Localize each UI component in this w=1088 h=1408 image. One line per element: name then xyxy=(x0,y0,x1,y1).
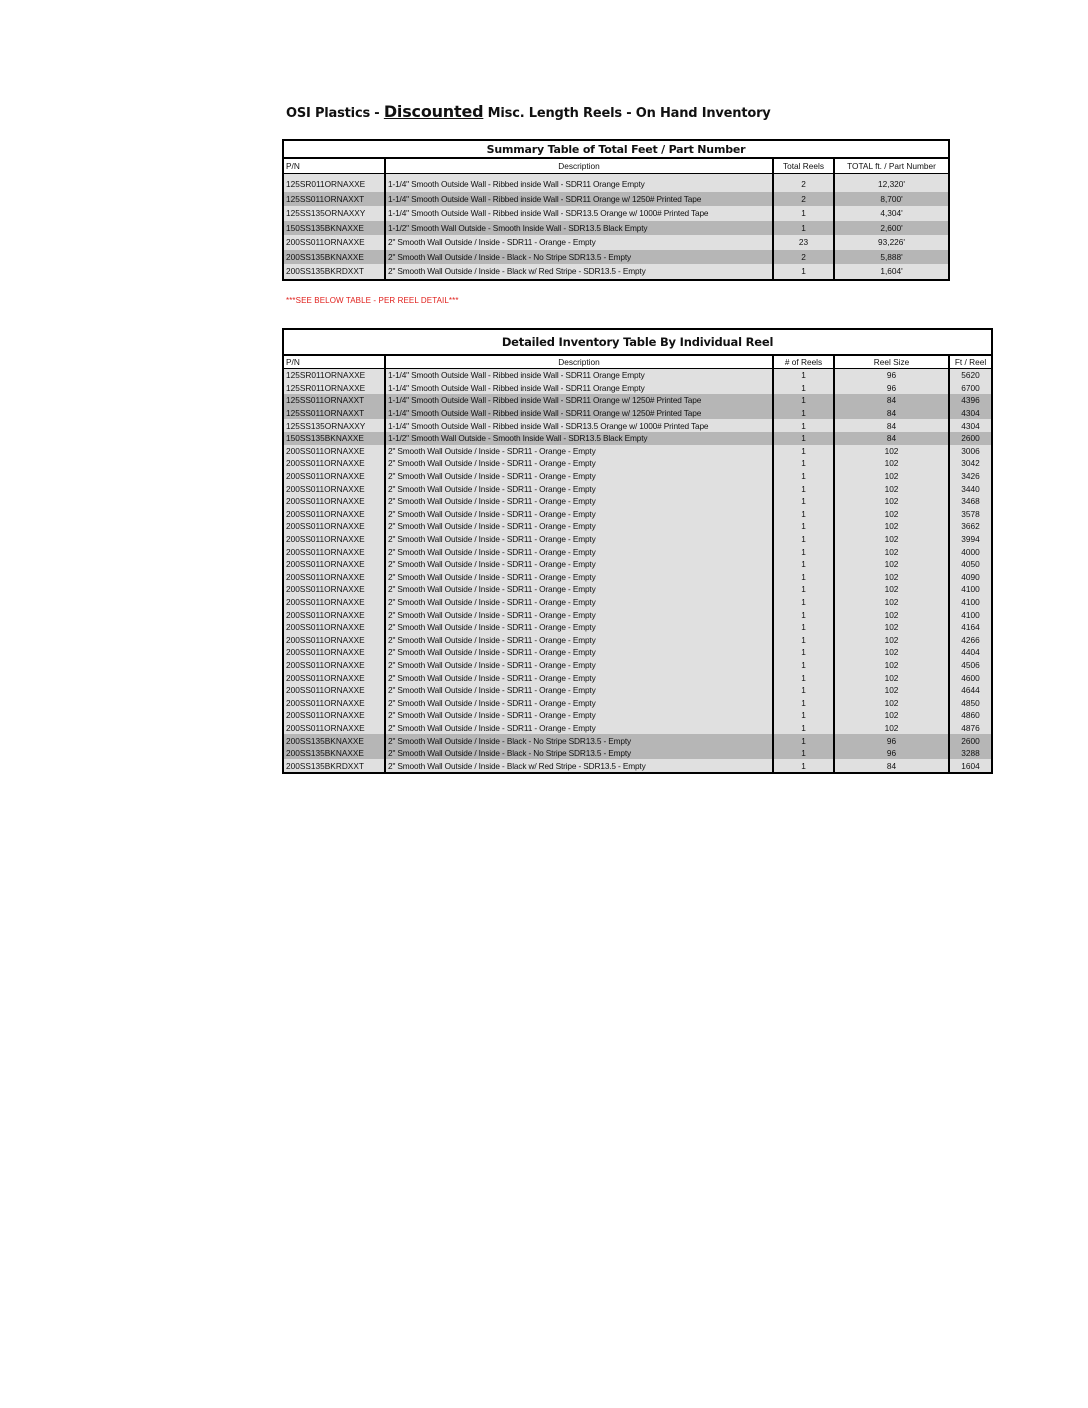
cell-reel-size: 102 xyxy=(834,633,949,646)
table-row xyxy=(283,508,992,521)
table-row xyxy=(283,734,992,747)
cell-reel-size: 84 xyxy=(834,419,949,432)
cell-ft-per-reel: 4266 xyxy=(949,633,992,646)
cell-reels: 1 xyxy=(773,709,834,722)
cell-pn: 200SS011ORNAXXE xyxy=(283,520,385,533)
cell-pn: 200SS011ORNAXXE xyxy=(283,235,385,250)
cell-pn: 200SS011ORNAXXE xyxy=(283,508,385,521)
cell-pn: 150SS135BKNAXXE xyxy=(283,221,385,236)
cell-description: 2" Smooth Wall Outside / Inside - SDR11 - Orange - Empty xyxy=(385,659,773,672)
table-row xyxy=(283,633,992,646)
cell-pn: 125SS011ORNAXXT xyxy=(283,394,385,407)
cell-ft-per-reel: 5620 xyxy=(949,369,992,382)
cell-pn: 200SS011ORNAXXE xyxy=(283,722,385,735)
table-row xyxy=(283,646,992,659)
cell-pn: 150SS135BKNAXXE xyxy=(283,432,385,445)
cell-description: 1-1/2" Smooth Wall Outside - Smooth Inside Wall - SDR13.5 Black Empty xyxy=(385,432,773,445)
table-row xyxy=(283,394,992,407)
cell-ft-per-reel: 4644 xyxy=(949,684,992,697)
cell-description: 2" Smooth Wall Outside / Inside - SDR11 - Orange - Empty xyxy=(385,520,773,533)
table-row xyxy=(283,250,949,265)
cell-total-feet: 5,888' xyxy=(834,250,949,265)
table-row xyxy=(283,192,949,207)
cell-reel-size: 102 xyxy=(834,608,949,621)
cell-total-feet: 4,304' xyxy=(834,206,949,221)
table-row xyxy=(283,482,992,495)
cell-reels: 1 xyxy=(773,621,834,634)
detail-header-reel-size: Reel Size xyxy=(834,355,949,369)
cell-reels: 1 xyxy=(773,722,834,735)
table-row xyxy=(283,520,992,533)
detail-table xyxy=(282,328,993,774)
cell-pn: 200SS011ORNAXXE xyxy=(283,671,385,684)
cell-pn: 200SS011ORNAXXE xyxy=(283,709,385,722)
cell-reel-size: 102 xyxy=(834,508,949,521)
cell-reel-size: 102 xyxy=(834,482,949,495)
cell-reels: 1 xyxy=(773,470,834,483)
cell-pn: 200SS011ORNAXXE xyxy=(283,608,385,621)
cell-reels: 1 xyxy=(773,482,834,495)
cell-description: 2" Smooth Wall Outside / Inside - SDR11 - Orange - Empty xyxy=(385,445,773,458)
cell-pn: 200SS135BKNAXXE xyxy=(283,250,385,265)
title-prefix: OSI Plastics - xyxy=(286,106,384,121)
cell-total-feet: 8,700' xyxy=(834,192,949,207)
cell-pn: 200SS011ORNAXXE xyxy=(283,457,385,470)
cell-pn: 125SS135ORNAXXY xyxy=(283,206,385,221)
cell-description: 2" Smooth Wall Outside / Inside - SDR11 - Orange - Empty xyxy=(385,235,773,250)
cell-description: 1-1/4" Smooth Outside Wall - Ribbed inside Wall - SDR13.5 Orange w/ 1000# Printed Tape xyxy=(385,419,773,432)
cell-total-feet: 2,600' xyxy=(834,221,949,236)
cell-ft-per-reel: 3468 xyxy=(949,495,992,508)
cell-pn: 200SS011ORNAXXE xyxy=(283,533,385,546)
cell-description: 2" Smooth Wall Outside / Inside - SDR11 - Orange - Empty xyxy=(385,571,773,584)
cell-ft-per-reel: 3042 xyxy=(949,457,992,470)
cell-description: 2" Smooth Wall Outside / Inside - SDR11 - Orange - Empty xyxy=(385,495,773,508)
detail-header-ft-per-reel: Ft / Reel xyxy=(949,355,992,369)
summary-header-description: Description xyxy=(385,158,773,174)
cell-ft-per-reel: 3662 xyxy=(949,520,992,533)
summary-table xyxy=(282,139,950,281)
cell-total-reels: 1 xyxy=(773,264,834,280)
table-row xyxy=(283,696,992,709)
cell-ft-per-reel: 4600 xyxy=(949,671,992,684)
cell-ft-per-reel: 3426 xyxy=(949,470,992,483)
cell-reels: 1 xyxy=(773,558,834,571)
cell-total-reels: 2 xyxy=(773,250,834,265)
table-row xyxy=(283,407,992,420)
cell-reel-size: 96 xyxy=(834,382,949,395)
cell-ft-per-reel: 4050 xyxy=(949,558,992,571)
cell-description: 2" Smooth Wall Outside / Inside - SDR11 - Orange - Empty xyxy=(385,470,773,483)
table-row xyxy=(283,174,949,192)
summary-header-total-feet: TOTAL ft. / Part Number xyxy=(834,158,949,174)
cell-ft-per-reel: 3440 xyxy=(949,482,992,495)
cell-reel-size: 102 xyxy=(834,470,949,483)
cell-description: 2" Smooth Wall Outside / Inside - SDR11 - Orange - Empty xyxy=(385,583,773,596)
cell-total-reels: 2 xyxy=(773,192,834,207)
cell-reel-size: 96 xyxy=(834,734,949,747)
cell-reels: 1 xyxy=(773,457,834,470)
cell-ft-per-reel: 4100 xyxy=(949,583,992,596)
cell-reel-size: 102 xyxy=(834,533,949,546)
cell-description: 2" Smooth Wall Outside / Inside - SDR11 - Orange - Empty xyxy=(385,533,773,546)
cell-reel-size: 102 xyxy=(834,621,949,634)
cell-reels: 1 xyxy=(773,545,834,558)
cell-reels: 1 xyxy=(773,608,834,621)
cell-ft-per-reel: 3994 xyxy=(949,533,992,546)
cell-reels: 1 xyxy=(773,520,834,533)
cell-description: 1-1/4" Smooth Outside Wall - Ribbed inside Wall - SDR11 Orange Empty xyxy=(385,174,773,192)
table-row xyxy=(283,545,992,558)
cell-reel-size: 84 xyxy=(834,432,949,445)
cell-reel-size: 84 xyxy=(834,759,949,773)
cell-description: 1-1/4" Smooth Outside Wall - Ribbed inside Wall - SDR11 Orange w/ 1250# Printed Tape xyxy=(385,192,773,207)
cell-pn: 200SS011ORNAXXE xyxy=(283,684,385,697)
cell-reels: 1 xyxy=(773,369,834,382)
cell-pn: 200SS011ORNAXXE xyxy=(283,633,385,646)
table-row xyxy=(283,596,992,609)
table-row xyxy=(283,722,992,735)
summary-table-title: Summary Table of Total Feet / Part Number xyxy=(283,140,949,158)
cell-ft-per-reel: 2600 xyxy=(949,432,992,445)
cell-reels: 1 xyxy=(773,596,834,609)
cell-reel-size: 102 xyxy=(834,659,949,672)
cell-ft-per-reel: 3578 xyxy=(949,508,992,521)
cell-reels: 1 xyxy=(773,684,834,697)
cell-reels: 1 xyxy=(773,659,834,672)
table-row xyxy=(283,621,992,634)
cell-ft-per-reel: 4304 xyxy=(949,407,992,420)
detail-note: ***SEE BELOW TABLE - PER REEL DETAIL*** xyxy=(286,296,459,305)
cell-reel-size: 96 xyxy=(834,369,949,382)
cell-pn: 200SS011ORNAXXE xyxy=(283,470,385,483)
table-row xyxy=(283,264,949,280)
cell-description: 2" Smooth Wall Outside / Inside - SDR11 - Orange - Empty xyxy=(385,671,773,684)
cell-ft-per-reel: 3288 xyxy=(949,747,992,760)
cell-reels: 1 xyxy=(773,495,834,508)
cell-description: 2" Smooth Wall Outside / Inside - SDR11 - Orange - Empty xyxy=(385,558,773,571)
cell-description: 1-1/4" Smooth Outside Wall - Ribbed inside Wall - SDR11 Orange Empty xyxy=(385,369,773,382)
cell-ft-per-reel: 4850 xyxy=(949,696,992,709)
cell-reel-size: 96 xyxy=(834,747,949,760)
table-row xyxy=(283,608,992,621)
title-emphasis: Discounted xyxy=(383,102,484,121)
cell-pn: 200SS135BKNAXXE xyxy=(283,734,385,747)
cell-pn: 200SS135BKRDXXT xyxy=(283,264,385,280)
cell-description: 2" Smooth Wall Outside / Inside - Black w/ Red Stripe - SDR13.5 - Empty xyxy=(385,759,773,773)
cell-pn: 200SS011ORNAXXE xyxy=(283,482,385,495)
cell-reels: 1 xyxy=(773,445,834,458)
cell-reel-size: 102 xyxy=(834,596,949,609)
cell-reels: 1 xyxy=(773,747,834,760)
cell-description: 2" Smooth Wall Outside / Inside - SDR11 - Orange - Empty xyxy=(385,457,773,470)
cell-reel-size: 102 xyxy=(834,684,949,697)
cell-ft-per-reel: 4000 xyxy=(949,545,992,558)
cell-reel-size: 102 xyxy=(834,671,949,684)
cell-ft-per-reel: 4876 xyxy=(949,722,992,735)
title-suffix: Misc. Length Reels - On Hand Inventory xyxy=(483,106,771,121)
cell-reels: 1 xyxy=(773,432,834,445)
cell-reels: 1 xyxy=(773,583,834,596)
cell-reels: 1 xyxy=(773,508,834,521)
table-row xyxy=(283,369,992,382)
cell-description: 2" Smooth Wall Outside / Inside - SDR11 - Orange - Empty xyxy=(385,646,773,659)
cell-description: 2" Smooth Wall Outside / Inside - Black w/ Red Stripe - SDR13.5 - Empty xyxy=(385,264,773,280)
cell-ft-per-reel: 6700 xyxy=(949,382,992,395)
cell-total-reels: 1 xyxy=(773,206,834,221)
cell-total-feet: 93,226' xyxy=(834,235,949,250)
cell-pn: 125SS011ORNAXXT xyxy=(283,192,385,207)
summary-header-pn: P/N xyxy=(283,158,385,174)
cell-pn: 200SS011ORNAXXE xyxy=(283,696,385,709)
cell-description: 2" Smooth Wall Outside / Inside - Black - No Stripe SDR13.5 - Empty xyxy=(385,747,773,760)
cell-ft-per-reel: 4506 xyxy=(949,659,992,672)
table-row xyxy=(283,684,992,697)
cell-pn: 200SS011ORNAXXE xyxy=(283,495,385,508)
cell-pn: 200SS011ORNAXXE xyxy=(283,445,385,458)
table-row xyxy=(283,659,992,672)
table-row xyxy=(283,382,992,395)
cell-total-reels: 23 xyxy=(773,235,834,250)
cell-ft-per-reel: 4304 xyxy=(949,419,992,432)
cell-reels: 1 xyxy=(773,759,834,773)
cell-pn: 200SS011ORNAXXE xyxy=(283,646,385,659)
cell-pn: 200SS011ORNAXXE xyxy=(283,545,385,558)
table-row xyxy=(283,419,992,432)
cell-reels: 1 xyxy=(773,734,834,747)
cell-pn: 200SS135BKNAXXE xyxy=(283,747,385,760)
cell-ft-per-reel: 4100 xyxy=(949,596,992,609)
cell-description: 1-1/4" Smooth Outside Wall - Ribbed inside Wall - SDR13.5 Orange w/ 1000# Printed Tape xyxy=(385,206,773,221)
cell-ft-per-reel: 4164 xyxy=(949,621,992,634)
table-row xyxy=(283,747,992,760)
cell-ft-per-reel: 4396 xyxy=(949,394,992,407)
cell-reel-size: 102 xyxy=(834,722,949,735)
cell-reel-size: 102 xyxy=(834,445,949,458)
cell-pn: 200SS011ORNAXXE xyxy=(283,621,385,634)
detail-header-reels: # of Reels xyxy=(773,355,834,369)
cell-description: 2" Smooth Wall Outside / Inside - Black - No Stripe SDR13.5 - Empty xyxy=(385,250,773,265)
cell-reel-size: 102 xyxy=(834,495,949,508)
cell-total-reels: 2 xyxy=(773,174,834,192)
table-row xyxy=(283,432,992,445)
table-row xyxy=(283,495,992,508)
cell-description: 2" Smooth Wall Outside / Inside - SDR11 - Orange - Empty xyxy=(385,596,773,609)
cell-description: 1-1/4" Smooth Outside Wall - Ribbed inside Wall - SDR11 Orange w/ 1250# Printed Tape xyxy=(385,407,773,420)
cell-reel-size: 102 xyxy=(834,583,949,596)
cell-reel-size: 102 xyxy=(834,520,949,533)
cell-reels: 1 xyxy=(773,646,834,659)
table-row xyxy=(283,470,992,483)
cell-description: 1-1/2" Smooth Wall Outside - Smooth Inside Wall - SDR13.5 Black Empty xyxy=(385,221,773,236)
table-row xyxy=(283,558,992,571)
cell-description: 2" Smooth Wall Outside / Inside - SDR11 - Orange - Empty xyxy=(385,709,773,722)
cell-reel-size: 102 xyxy=(834,571,949,584)
cell-description: 2" Smooth Wall Outside / Inside - SDR11 - Orange - Empty xyxy=(385,696,773,709)
cell-reel-size: 102 xyxy=(834,709,949,722)
cell-pn: 125SS135ORNAXXY xyxy=(283,419,385,432)
cell-description: 2" Smooth Wall Outside / Inside - SDR11 - Orange - Empty xyxy=(385,633,773,646)
cell-ft-per-reel: 2600 xyxy=(949,734,992,747)
cell-description: 2" Smooth Wall Outside / Inside - SDR11 - Orange - Empty xyxy=(385,608,773,621)
detail-header-pn: P/N xyxy=(283,355,385,369)
cell-reels: 1 xyxy=(773,671,834,684)
cell-reels: 1 xyxy=(773,382,834,395)
cell-ft-per-reel: 4090 xyxy=(949,571,992,584)
cell-description: 2" Smooth Wall Outside / Inside - SDR11 - Orange - Empty xyxy=(385,482,773,495)
cell-pn: 125SS011ORNAXXT xyxy=(283,407,385,420)
table-row xyxy=(283,206,949,221)
cell-reel-size: 102 xyxy=(834,696,949,709)
cell-reels: 1 xyxy=(773,394,834,407)
cell-pn: 125SR011ORNAXXE xyxy=(283,382,385,395)
cell-description: 2" Smooth Wall Outside / Inside - SDR11 - Orange - Empty xyxy=(385,621,773,634)
table-row xyxy=(283,445,992,458)
cell-reels: 1 xyxy=(773,696,834,709)
detail-table-title: Detailed Inventory Table By Individual Reel xyxy=(283,329,992,355)
cell-ft-per-reel: 4860 xyxy=(949,709,992,722)
table-row xyxy=(283,671,992,684)
cell-reels: 1 xyxy=(773,533,834,546)
table-row xyxy=(283,759,992,773)
page-title xyxy=(286,102,986,121)
table-row xyxy=(283,571,992,584)
summary-header-total-reels: Total Reels xyxy=(773,158,834,174)
cell-pn: 125SR011ORNAXXE xyxy=(283,369,385,382)
table-row xyxy=(283,221,949,236)
cell-pn: 200SS011ORNAXXE xyxy=(283,659,385,672)
table-row xyxy=(283,583,992,596)
cell-ft-per-reel: 4404 xyxy=(949,646,992,659)
cell-reels: 1 xyxy=(773,419,834,432)
cell-reel-size: 102 xyxy=(834,545,949,558)
cell-description: 2" Smooth Wall Outside / Inside - SDR11 - Orange - Empty xyxy=(385,508,773,521)
cell-total-reels: 1 xyxy=(773,221,834,236)
cell-description: 2" Smooth Wall Outside / Inside - SDR11 - Orange - Empty xyxy=(385,545,773,558)
cell-ft-per-reel: 3006 xyxy=(949,445,992,458)
cell-total-feet: 1,604' xyxy=(834,264,949,280)
cell-reel-size: 102 xyxy=(834,558,949,571)
cell-ft-per-reel: 1604 xyxy=(949,759,992,773)
table-row xyxy=(283,709,992,722)
cell-reel-size: 102 xyxy=(834,646,949,659)
cell-description: 2" Smooth Wall Outside / Inside - Black - No Stripe SDR13.5 - Empty xyxy=(385,734,773,747)
table-row xyxy=(283,533,992,546)
cell-reels: 1 xyxy=(773,633,834,646)
cell-pn: 200SS011ORNAXXE xyxy=(283,571,385,584)
cell-ft-per-reel: 4100 xyxy=(949,608,992,621)
cell-reels: 1 xyxy=(773,407,834,420)
cell-pn: 200SS135BKRDXXT xyxy=(283,759,385,773)
cell-description: 2" Smooth Wall Outside / Inside - SDR11 - Orange - Empty xyxy=(385,722,773,735)
table-row xyxy=(283,235,949,250)
cell-description: 1-1/4" Smooth Outside Wall - Ribbed inside Wall - SDR11 Orange Empty xyxy=(385,382,773,395)
cell-reel-size: 102 xyxy=(834,457,949,470)
cell-description: 1-1/4" Smooth Outside Wall - Ribbed inside Wall - SDR11 Orange w/ 1250# Printed Tape xyxy=(385,394,773,407)
detail-header-description: Description xyxy=(385,355,773,369)
cell-pn: 200SS011ORNAXXE xyxy=(283,596,385,609)
cell-reel-size: 84 xyxy=(834,407,949,420)
cell-total-feet: 12,320' xyxy=(834,174,949,192)
cell-description: 2" Smooth Wall Outside / Inside - SDR11 - Orange - Empty xyxy=(385,684,773,697)
cell-reel-size: 84 xyxy=(834,394,949,407)
cell-reels: 1 xyxy=(773,571,834,584)
cell-pn: 200SS011ORNAXXE xyxy=(283,583,385,596)
table-row xyxy=(283,457,992,470)
cell-pn: 200SS011ORNAXXE xyxy=(283,558,385,571)
cell-pn: 125SR011ORNAXXE xyxy=(283,174,385,192)
